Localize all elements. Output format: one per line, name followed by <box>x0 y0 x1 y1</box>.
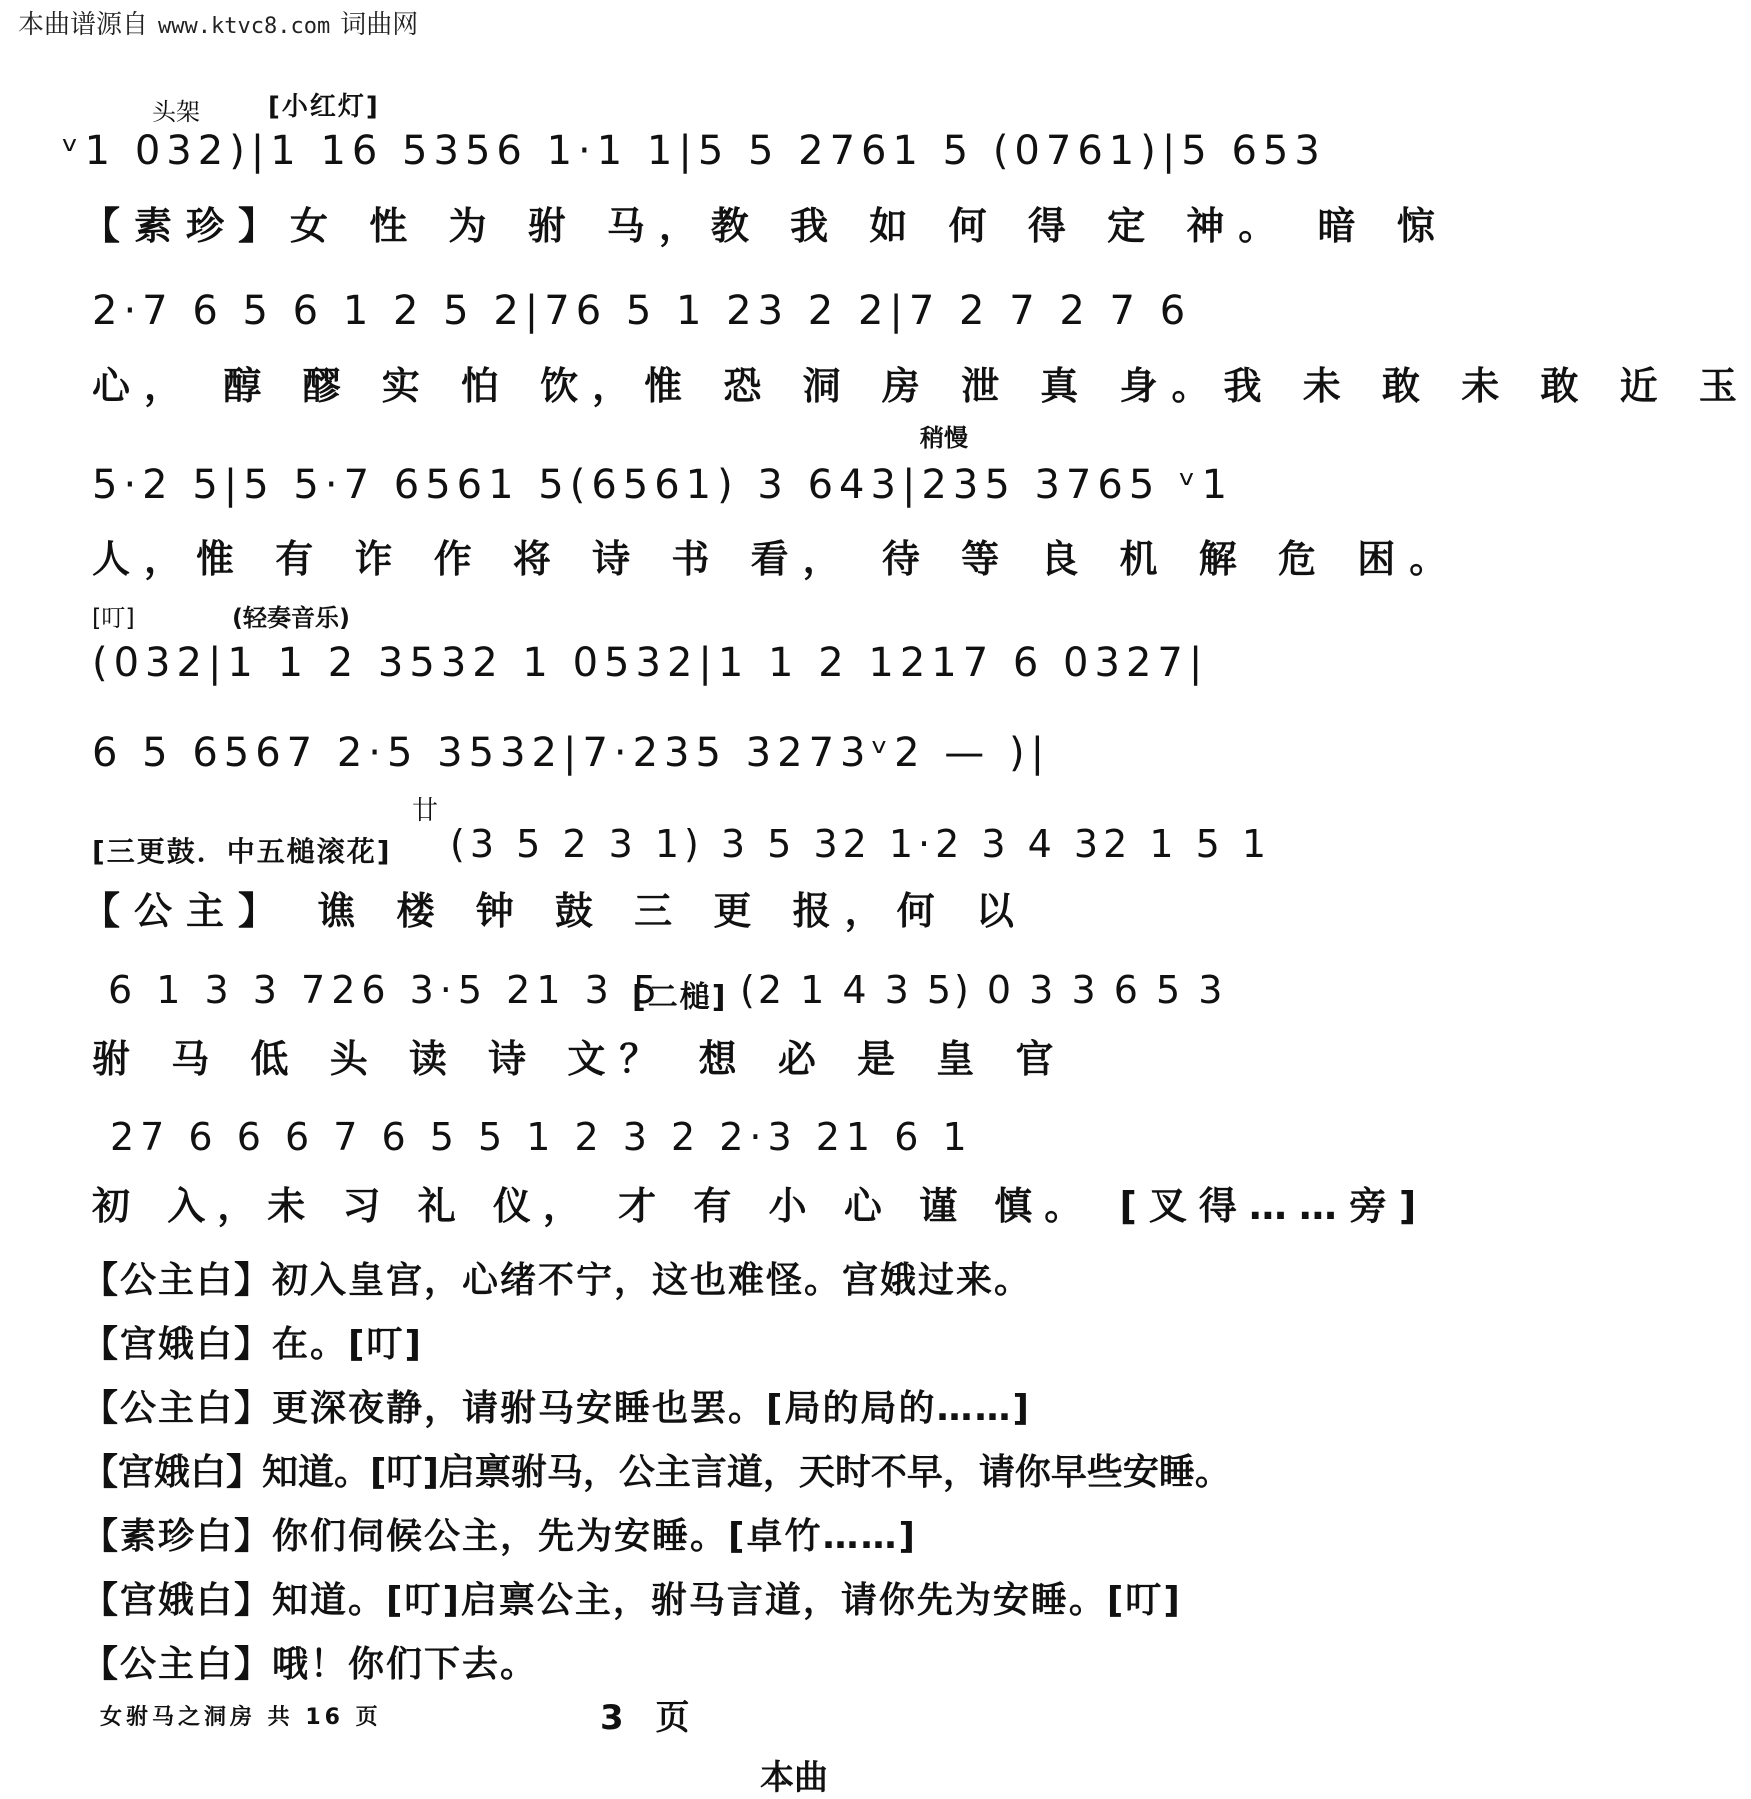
dialogue-line-7: 【公主白】哦！你们下去。 <box>82 1644 539 1685</box>
watermark-url[interactable]: www.ktvc8.com <box>158 14 331 39</box>
score-lyric-line-2: 心， 醇 醪 实 怕 饮，惟 恐 洞 房 泄 真 身。我 未 敢 未 敢 近 玉 <box>92 364 1751 408</box>
er-chui-label: [二槌] <box>632 980 728 1015</box>
dialogue-line-6: 【宫娥白】知道。[叮]启禀公主，驸马言道，请你先为安睡。[叮] <box>82 1580 1182 1621</box>
score-notes-line-3: 5·2 5|5 5·7 6561 5(6561) 3 643|235 3765 ᵛ1 <box>92 462 1234 508</box>
dialogue-line-5: 【素珍白】你们伺候公主，先为安睡。[卓竹……] <box>82 1516 917 1557</box>
nian-label: 廿 <box>412 796 439 826</box>
san-geng-label: [三更鼓．中五槌滚花] <box>92 835 392 868</box>
score-notes-line-7b: (2 1 4 3 5) 0 3 3 6 5 3 <box>740 968 1226 1012</box>
score-lyric-line-7: 驸 马 低 头 读 诗 文？ 想 必 是 皇 官 <box>92 1037 1068 1081</box>
xiao-hong-deng-label: [小红灯] <box>268 92 380 122</box>
watermark-prefix: 本曲谱源自 <box>18 10 149 40</box>
ding-label: [叮] <box>92 604 135 632</box>
dialogue-line-3: 【公主白】更深夜静，请驸马安睡也罢。[局的局的……] <box>82 1388 1031 1429</box>
dialogue-line-4: 【宫娥白】知道。[叮]启禀驸马，公主言道，天时不早，请你早些安睡。 <box>82 1452 1231 1493</box>
footer-page-number: 3 页 <box>600 1698 700 1738</box>
score-notes-line-7: 6 1 3 3 726 3·5 21 3 5 <box>108 968 664 1012</box>
score-notes-line-2: 2·7 6 5 6 1 2 5 2|76 5 1 23 2 2|7 2 7 2 7 6 <box>92 288 1192 334</box>
score-notes-line-6: (3 5 2 3 1) 3 5 32 1·2 3 4 32 1 5 1 <box>450 822 1272 866</box>
tou-jia-label: 头架 <box>152 98 200 126</box>
score-notes-line-1: ᵛ1 032)|1 16 5356 1·1 1|5 5 2761 5 (0761)|5 653 <box>62 128 1326 174</box>
score-lyric-line-3: 人，惟 有 诈 作 将 诗 书 看， 待 等 良 机 解 危 困。 <box>92 537 1462 581</box>
shao-man-label: 稍慢 <box>920 424 968 452</box>
qing-zou-label: (轻奏音乐) <box>232 604 350 632</box>
score-lyric-line-1: 【素珍】女 性 为 驸 马，教 我 如 何 得 定 神。 暗 惊 <box>82 204 1449 248</box>
score-notes-line-5: 6 5 6567 2·5 3532|7·235 3273ᵛ2 — )| <box>92 730 1051 776</box>
footer-bottom-text: 本曲 <box>760 1758 828 1798</box>
source-watermark <box>18 4 418 41</box>
score-lyric-line-8: 初 入，未 习 礼 仪， 才 有 小 心 谨 慎。 [叉得……旁] <box>92 1184 1429 1228</box>
score-lyric-line-6: 【公主】 谯 楼 钟 鼓 三 更 报，何 以 <box>82 889 1028 933</box>
footer-title: 女驸马之洞房 共 16 页 <box>100 1705 382 1730</box>
score-notes-line-4: (032|1 1 2 3532 1 0532|1 1 2 1217 6 0327| <box>92 640 1209 686</box>
score-notes-line-8: 27 6 6 6 7 6 5 5 1 2 3 2 2·3 21 6 1 <box>110 1115 973 1159</box>
dialogue-line-2: 【宫娥白】在。[叮] <box>82 1324 423 1365</box>
watermark-suffix: 词曲网 <box>340 10 419 40</box>
dialogue-line-1: 【公主白】初入皇宫，心绪不宁，这也难怪。宫娥过来。 <box>82 1260 1033 1301</box>
